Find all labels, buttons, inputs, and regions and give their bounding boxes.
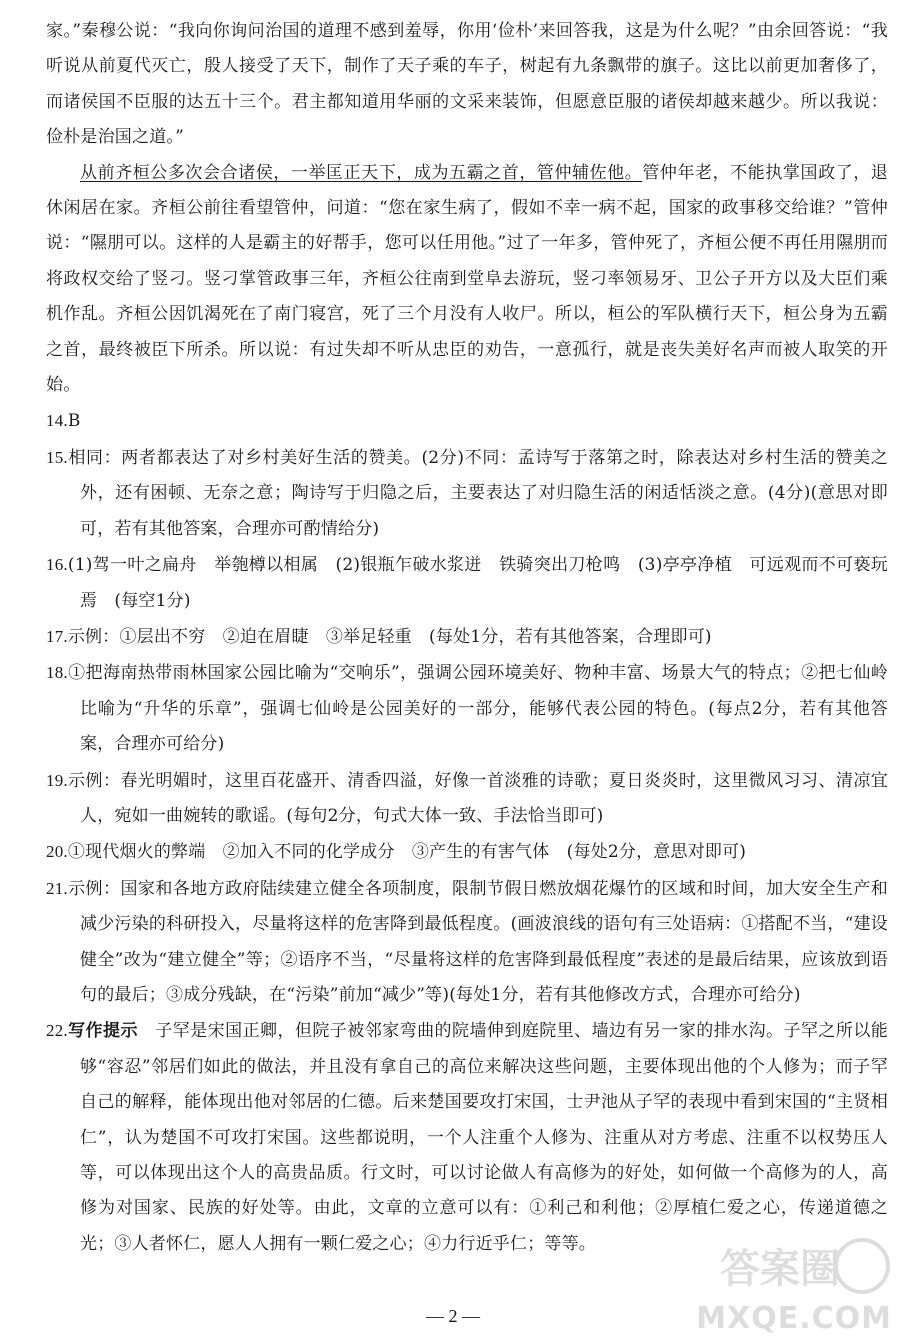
answer-item <box>46 619 888 655</box>
document-body <box>46 14 888 1262</box>
answer-item-22 <box>46 1013 888 1262</box>
answer-item <box>46 547 888 619</box>
watermark-text: MXQE.COM <box>696 1301 892 1336</box>
page-number: — 2 — <box>426 1306 480 1326</box>
answer-number: 14. <box>46 411 68 431</box>
translation-paragraph-1: 家。”秦穆公说：“我向你询问治国的道理不感到羞辱，你用‘俭朴’来回答我，这是为什么呢？”由余回答说：“我听说从前夏代灭亡，殷人接受了天下，制作了天子乘的车子，树起有九条飘带的旗子。这比以前更加奢侈了，而诸侯国不臣服的达五十三个。君主都知道用华丽的文采来装饰，但愿意臣服的诸侯却越来越少。所以我说：俭朴是治国之道。” <box>46 21 888 148</box>
answer-number: 16. <box>46 555 68 575</box>
writing-tip-label: 写作提示 <box>67 1021 138 1042</box>
answer-number: 22. <box>46 1021 68 1041</box>
answer-text: 示例：国家和各地方政府陆续建立健全各项制度，限制节假日燃放烟花爆竹的区域和时间，加大安全生产和减少污染的科研投入，尽量将这样的危害降到最低程度。(画波浪线的语句有三处语病：①搭配不当，“建设健全”改为“建立健全”等；②语序不当，“尽量将这样的危害降到最低程度”表述的是最后结果，应该放到语句的最后；③成分残缺，在“污染”前加“减少”等)(每处1分，若有其他修改方式，合理亦可给分) <box>67 878 888 1005</box>
answer-text: ①现代烟火的弊端 ②加入不同的化学成分 ③产生的有害气体 (每处2分，意思对即可) <box>67 842 747 863</box>
translation-paragraph-2 <box>46 156 888 404</box>
answer-number: 17. <box>46 626 68 646</box>
answer-number: 20. <box>46 842 68 862</box>
answer-text: 子罕是宋国正卿，但院子被邻家弯曲的院墙伸到庭院里、墙边有另一家的排水沟。子罕之所以能够“容忍”邻居们如此的做法，并且没有拿自己的高位来解决这些问题，主要体现出他的个人修为；而子罕自己的解释，能体现出他对邻居的仁德。后来楚国要攻打宋国，士尹池从子罕的表现中看到宋国的“主贤相仁”，认为楚国不可攻打宋国。这些都说明，一个人注重个人修为、注重从对方考虑、注重不以权势压人等，可以体现出这个人的高贵品质。行文时，可以讨论做人有高修为的好处，如何做一个高修为的人，高修为对国家、民族的好处等。由此，文章的立意可以有：①利己和利他；②厚植仁爱之心，传递道德之光；③人者怀仁，愿人人拥有一颗仁爱之心；④力行近乎仁；等等。 <box>80 1021 888 1254</box>
answer-item <box>46 871 888 1014</box>
watermark-glyphs: 答案圈 <box>720 1246 840 1292</box>
answer-item <box>46 440 888 547</box>
answer-text: ①把海南热带雨林国家公园比喻为“交响乐”，强调公园环境美好、物种丰富、场景大气的特点；②把七仙岭比喻为“升华的乐章”，强调七仙岭是公园美好的一部分，能够代表公园的特色。(每点2分，若有其他答案，合理亦可给分) <box>67 663 888 755</box>
underlined-sentence: 从前齐桓公多次会合诸侯，一举匡正天下，成为五霸之首，管仲辅佐他。 <box>80 162 643 183</box>
answer-item <box>46 834 888 870</box>
answer-number: 15. <box>46 447 68 467</box>
answer-number: 21. <box>46 878 68 898</box>
answer-item <box>46 763 888 835</box>
answer-text: 相同：两者都表达了对乡村美好生活的赞美。(2分)不同：孟诗写于落第之时，除表达对乡村生活的赞美之外，还有困顿、无奈之意；陶诗写于归隐之后，主要表达了对归隐生活的闲适恬淡之意。(4分)(意思对即可，若有其他答案，合理亦可酌情给分) <box>67 447 888 539</box>
answer-text: 示例：①层出不穷 ②迫在眉睫 ③举足轻重 (每处1分，若有其他答案，合理即可) <box>67 626 712 647</box>
answer-list <box>46 403 888 1013</box>
answer-text: 示例：春光明媚时，这里百花盛开、清香四溢，好像一首淡雅的诗歌；夏日炎炎时，这里微风习习、清凉宜人，宛如一曲婉转的歌谣。(每句2分，句式大体一致、手法恰当即可) <box>67 770 888 826</box>
answer-text: (1)驾一叶之扁舟 举匏樽以相属 (2)银瓶乍破水浆迸 铁骑突出刀枪鸣 (3)亭亭净植 可远观而不可亵玩焉 (每空1分) <box>67 555 888 611</box>
answer-item <box>46 655 888 762</box>
answer-number: 19. <box>46 770 68 790</box>
paragraph-2-rest: 管仲年老，不能执掌国政了，退休闲居在家。齐桓公前往看望管仲，问道：“您在家生病了，假如不幸一病不起，国家的政事移交给谁？”管仲说：“隰朋可以。这样的人是霸主的好帮手，您可以任用他。”过了一年多，管仲死了，齐桓公便不再任用隰朋而将政权交给了竖刁。竖刁掌管政事三年，齐桓公往南到堂阜去游玩，竖刁率领易牙、卫公子开方以及大臣们乘机作乱。齐桓公因饥渴死在了南门寝宫，死了三个月没有人收尸。所以，桓公的军队横行天下，桓公身为五霸之首，最终被臣下所杀。所以说：有过失却不听从忠臣的劝告，一意孤行，就是丧失美好名声而被人取笑的开始。 <box>46 162 888 396</box>
answer-item <box>46 403 888 439</box>
answer-number: 18. <box>46 663 68 683</box>
answer-text: B <box>67 411 81 432</box>
